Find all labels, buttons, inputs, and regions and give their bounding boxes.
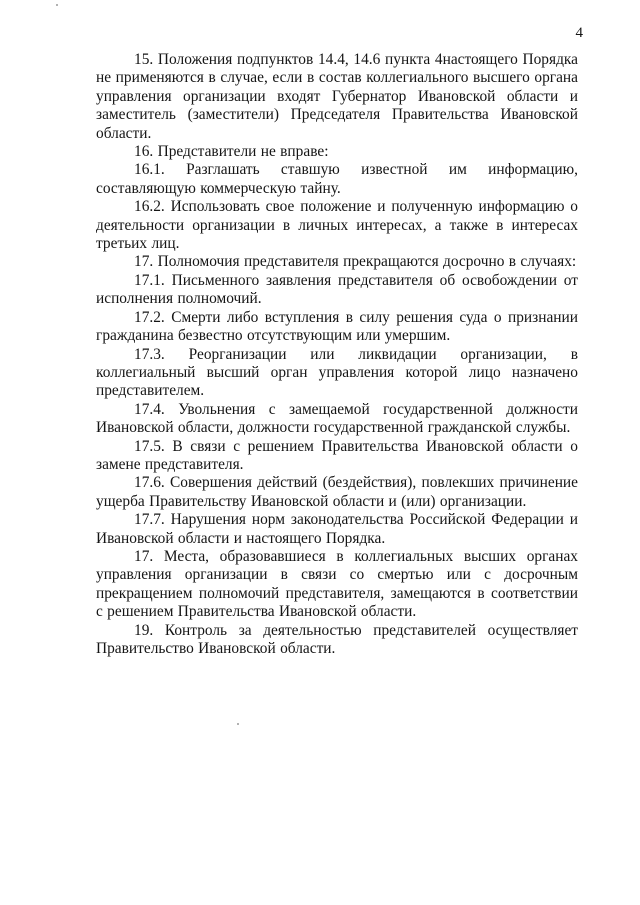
paragraph: 17.7. Нарушения норм законодательства Российской Федерации и Ивановской области и настоящего Порядка.	[96, 511, 578, 547]
paragraph: 17.2. Смерти либо вступления в силу решения суда о признании гражданина безвестно отсутствующим или умершим.	[96, 308, 578, 345]
paragraph: 19. Контроль за деятельностью представителей осуществляет Правительство Ивановской области.	[96, 621, 578, 657]
paragraph: 17.4. Увольнения с замещаемой государственной должности Ивановской области, должности государственной гражданской службы.	[96, 400, 578, 437]
document-body	[96, 51, 578, 658]
paragraph: 16.1. Разглашать ставшую известной им информацию, составляющую коммерческую тайну.	[96, 161, 578, 197]
scan-speck	[237, 723, 239, 725]
page-number: 4	[575, 25, 583, 41]
paragraph: 15. Положения подпунктов 14.4, 14.6 пункта 4настоящего Порядка не применяются в случае, если в состав коллегиального высшего органа управления организации входят Губернатор Ивановской области и заместитель (заместители) Председателя Правительства Ивановской области.	[96, 51, 578, 142]
paragraph: 17.6. Совершения действий (бездействия), повлекших причинение ущерба Правительству Ивановской области и (или) организации.	[96, 474, 578, 510]
paragraph: 17. Полномочия представителя прекращаются досрочно в случаях:	[134, 253, 577, 271]
paragraph: 16.2. Использовать свое положение и полученную информацию о деятельности организации в личных интересах, а также в интересах третьих лиц.	[96, 198, 578, 253]
paragraph: 17.5. В связи с решением Правительства Ивановской области о замене представителя.	[96, 437, 578, 473]
paragraph: 17.3. Реорганизации или ликвидации организации, в коллегиальный высший орган управления которой лицо назначено представителем.	[96, 345, 578, 400]
paragraph: 16. Представители не вправе:	[134, 143, 329, 161]
paragraph: 17.1. Письменного заявления представителя об освобождении от исполнения полномочий.	[96, 271, 578, 308]
paragraph: 17. Места, образовавшиеся в коллегиальных высших органах управления организации в связи со смертью или с досрочным прекращением полномочий представителя, замещаются в соответствии с решением Правительства Ивановской области.	[96, 547, 578, 621]
scan-speck	[56, 4, 58, 6]
